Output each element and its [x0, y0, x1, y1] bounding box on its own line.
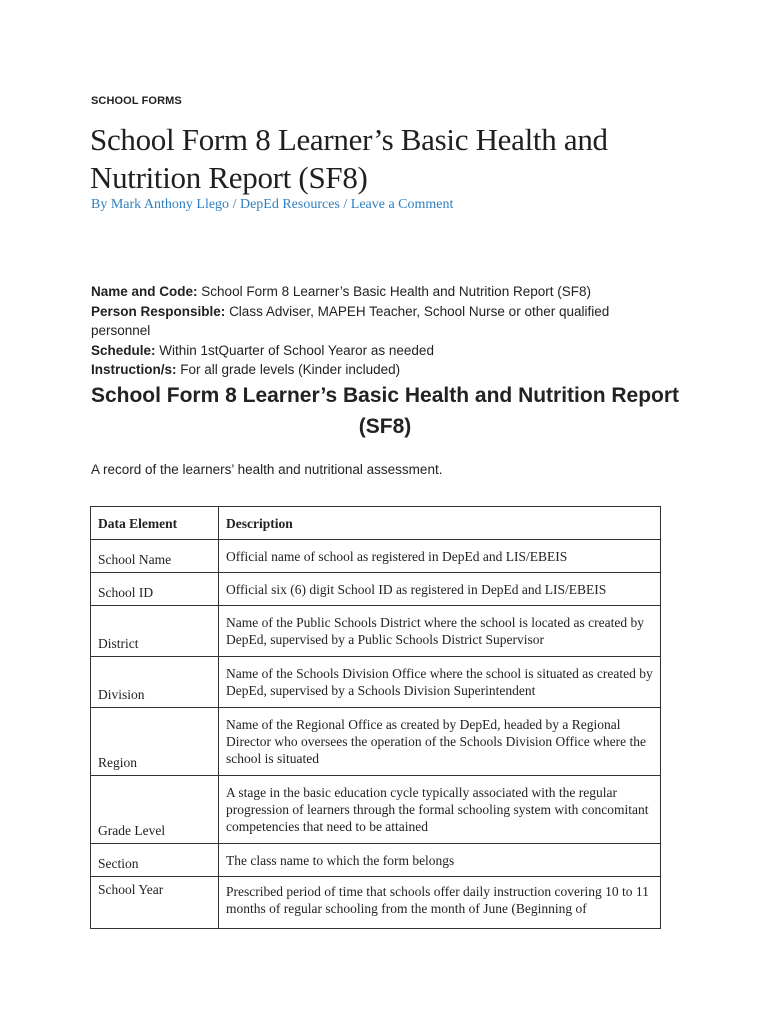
data-element-cell: Region	[91, 708, 219, 776]
field-schedule	[91, 341, 671, 361]
data-element-cell: School ID	[91, 573, 219, 606]
document-heading: School Form 8 Learner’s Basic Health and Nutrition Report (SF8)	[90, 384, 680, 438]
author-link[interactable]: Mark Anthony Llego	[110, 197, 230, 212]
description-cell: Name of the Schools Division Office where the school is situated as created by DepEd, supervised by a Schools Division Superintendent	[219, 657, 661, 708]
field-name-and-code	[91, 282, 671, 302]
post-category-link[interactable]: SCHOOL FORMS	[91, 95, 182, 107]
table-row	[91, 844, 661, 877]
table-row	[91, 708, 661, 776]
meta-prefix: By	[91, 197, 108, 212]
data-element-cell: Division	[91, 657, 219, 708]
field-key: Person Responsible:	[91, 303, 226, 319]
data-element-cell: School Name	[91, 540, 219, 573]
description-cell: Name of the Regional Office as created by DepEd, headed by a Regional Director who oversees the operation of the Schools Division Office where the school is situated	[219, 708, 661, 776]
table-header-cell: Description	[219, 507, 661, 540]
field-key: Instruction/s:	[91, 362, 177, 377]
field-key: Name and Code:	[91, 284, 198, 299]
form-info-fields	[91, 282, 671, 380]
table-row	[91, 877, 661, 930]
post-meta	[91, 197, 453, 213]
description-cell: The class name to which the form belongs	[219, 844, 661, 877]
table-row	[91, 540, 661, 573]
data-element-cell: School Year	[91, 877, 219, 930]
category-link[interactable]: DepEd Resources	[239, 197, 340, 212]
description-cell: Official six (6) digit School ID as registered in DepEd and LIS/EBEIS	[219, 573, 661, 606]
field-value: For all grade levels (Kinder included)	[180, 362, 401, 377]
field-person-responsible	[91, 302, 671, 341]
table-row	[91, 606, 661, 657]
field-value: Within 1stQuarter of School Yearor as needed	[159, 342, 434, 358]
description-cell: Official name of school as registered in DepEd and LIS/EBEIS	[219, 540, 661, 573]
data-element-cell: Grade Level	[91, 776, 219, 844]
field-value: Class Adviser, MAPEH Teacher, School Nurse or other qualified personnel	[91, 303, 610, 338]
leave-comment-link[interactable]: Leave a Comment	[350, 197, 454, 212]
table-header-cell: Data Element	[91, 507, 219, 540]
description-cell: Prescribed period of time that schools offer daily instruction covering 10 to 11 months of regular schooling from the month of June (Beginning of	[219, 877, 661, 930]
field-instructions	[91, 360, 671, 380]
data-element-cell: District	[91, 606, 219, 657]
table-row	[91, 657, 661, 708]
meta-separator: /	[343, 197, 348, 212]
intro-text: A record of the learners’ health and nutritional assessment.	[91, 462, 443, 477]
meta-separator: /	[232, 197, 237, 212]
field-value: School Form 8 Learner’s Basic Health and Nutrition Report (SF8)	[201, 284, 591, 299]
table-row	[91, 776, 661, 844]
data-elements-table	[90, 506, 661, 929]
data-elements-table-wrapper	[90, 506, 661, 929]
field-key: Schedule:	[91, 342, 156, 358]
table-row	[91, 573, 661, 606]
description-cell: A stage in the basic education cycle typically associated with the regular progression of learners through the formal schooling system with concomitant competencies that need to be attained	[219, 776, 661, 844]
data-element-cell: Section	[91, 844, 219, 877]
table-header-row	[91, 507, 661, 540]
post-title: School Form 8 Learner’s Basic Health and Nutrition Report (SF8)	[90, 122, 608, 195]
description-cell: Name of the Public Schools District where the school is located as created by DepEd, supervised by a Public Schools District Supervisor	[219, 606, 661, 657]
